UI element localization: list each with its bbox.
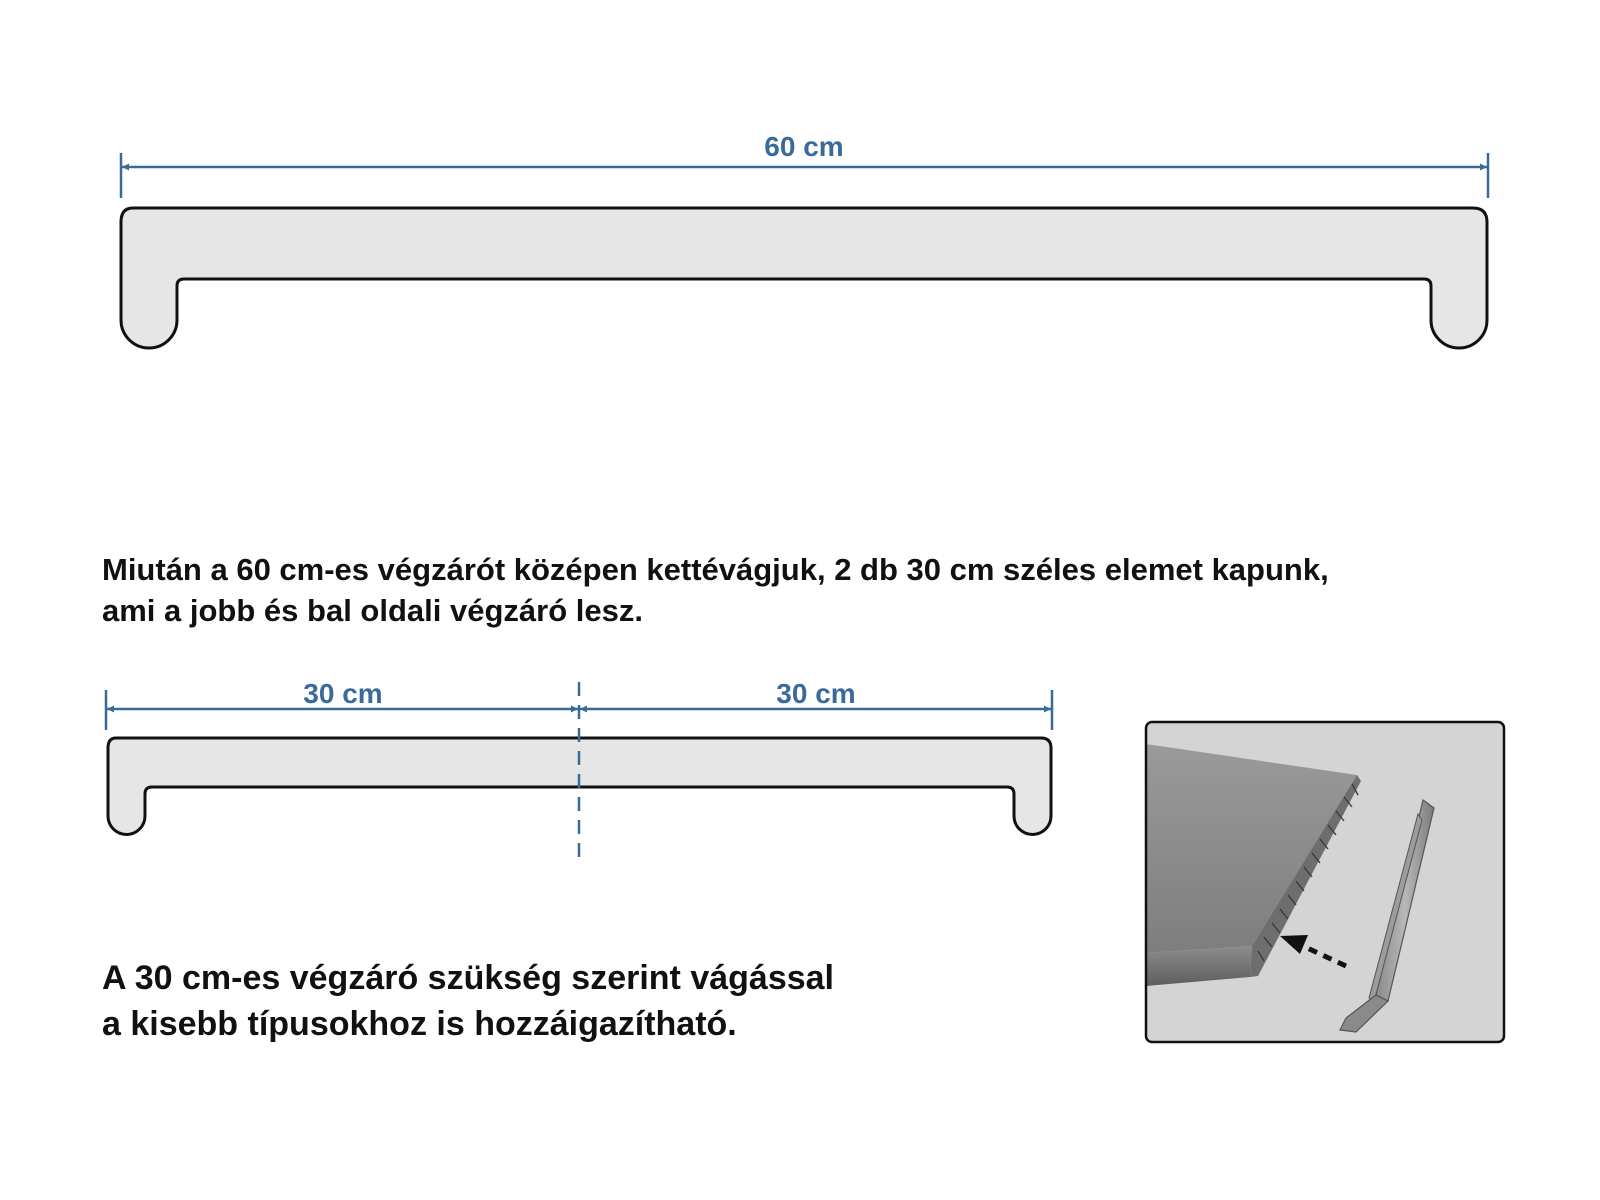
cut-explanation-line-2: ami a jobb és bal oldali végzáró lesz. (102, 593, 643, 628)
adjustment-note-line-1: A 30 cm-es végzáró szükség szerint vágással (102, 959, 834, 997)
adjustment-note-text (102, 955, 834, 1047)
end-cap-profile-60cm (121, 208, 1487, 348)
half-left-label: 30 cm (303, 678, 383, 709)
full-width-label: 60 cm (764, 131, 844, 162)
cut-explanation-line-1: Miután a 60 cm-es végzárót középen kettévágjuk, 2 db 30 cm széles elemet kapunk, (102, 552, 1329, 587)
adjustment-note-line-2: a kisebb típusokhoz is hozzáigazítható. (102, 1005, 737, 1043)
half-right-label: 30 cm (776, 678, 856, 709)
full-width-dimension (121, 131, 1488, 198)
installation-illustration (1146, 722, 1504, 1042)
cut-explanation-text (102, 549, 1329, 631)
